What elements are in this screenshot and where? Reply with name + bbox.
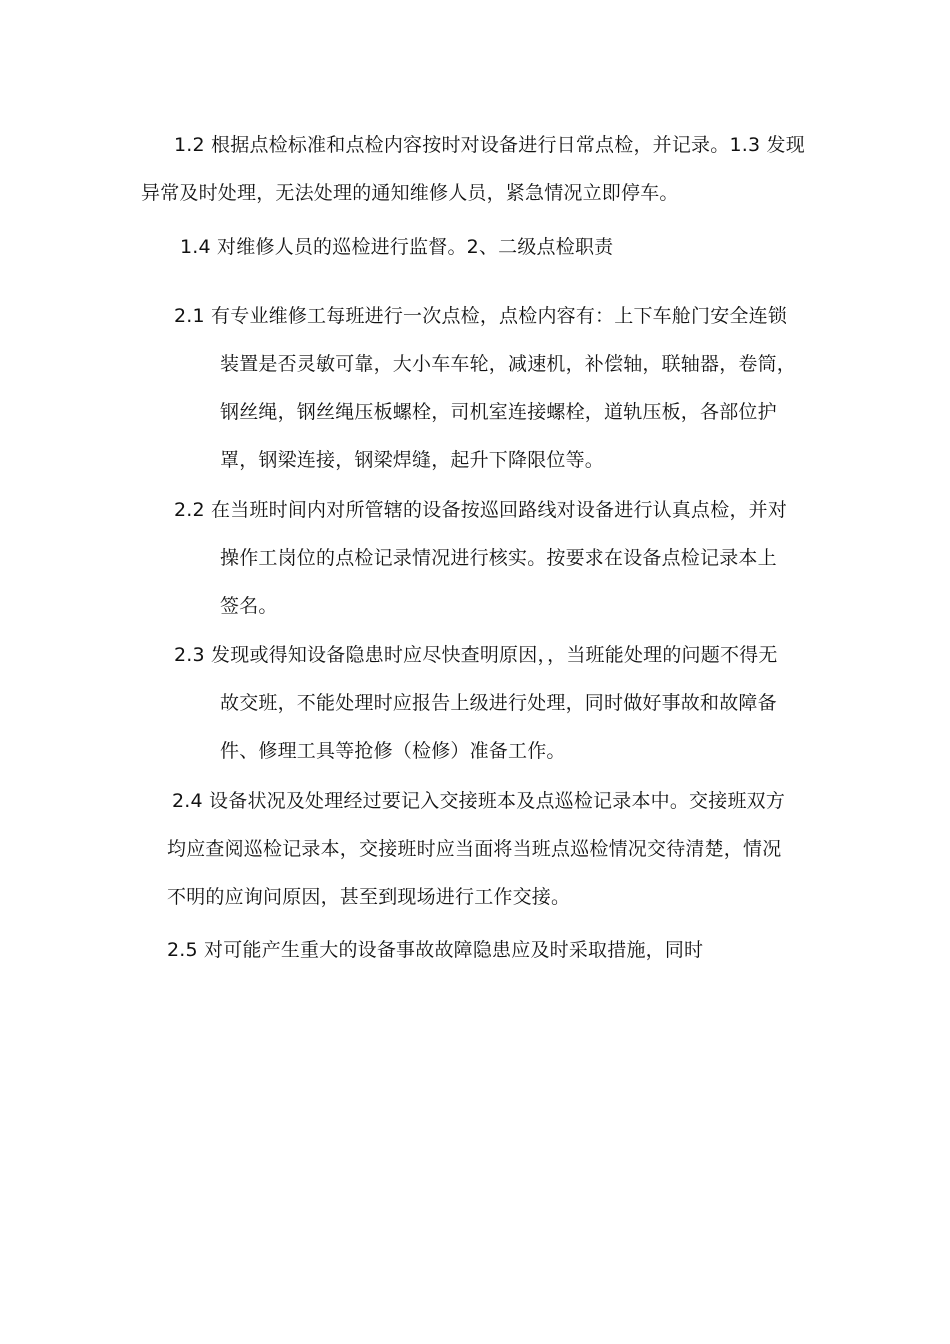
text-line: 2.5 对可能产生重大的设备事故故障隐患应及时采取措施，同时 <box>167 939 704 961</box>
text-line: 签名。 <box>220 595 278 617</box>
text-line: 异常及时处理，无法处理的通知维修人员，紧急情况立即停车。 <box>141 182 679 204</box>
text-line: 2.3 发现或得知设备隐患时应尽快查明原因，，当班能处理的问题不得无 <box>174 644 778 666</box>
text-line: 不明的应询问原因，甚至到现场进行工作交接。 <box>167 886 571 908</box>
text-line: 1.2 根据点检标准和点检内容按时对设备进行日常点检，并记录。1.3 发现 <box>174 134 805 156</box>
text-line: 罩，钢梁连接，钢梁焊缝，起升下降限位等。 <box>220 449 605 471</box>
text-line: 操作工岗位的点检记录情况进行核实。按要求在设备点检记录本上 <box>220 547 777 569</box>
text-line: 1.4 对维修人员的巡检进行监督。2、二级点检职责 <box>180 236 614 258</box>
text-line: 2.1 有专业维修工每班进行一次点检，点检内容有：上下车舱门安全连锁 <box>174 305 788 327</box>
text-line: 钢丝绳，钢丝绳压板螺栓，司机室连接螺栓，道轨压板，各部位护 <box>220 401 777 423</box>
text-line: 2.2 在当班时间内对所管辖的设备按巡回路线对设备进行认真点检，并对 <box>174 499 788 521</box>
text-line: 2.4 设备状况及处理经过要记入交接班本及点巡检记录本中。交接班双方 <box>172 790 786 812</box>
text-line: 件、修理工具等抢修（检修）准备工作。 <box>220 740 566 762</box>
text-line: 装置是否灵敏可靠，大小车车轮，减速机，补偿轴，联轴器，卷筒， <box>220 353 797 375</box>
text-line: 均应查阅巡检记录本，交接班时应当面将当班点巡检情况交待清楚，情况 <box>167 838 782 860</box>
text-line: 故交班，不能处理时应报告上级进行处理，同时做好事故和故障备 <box>220 692 777 714</box>
